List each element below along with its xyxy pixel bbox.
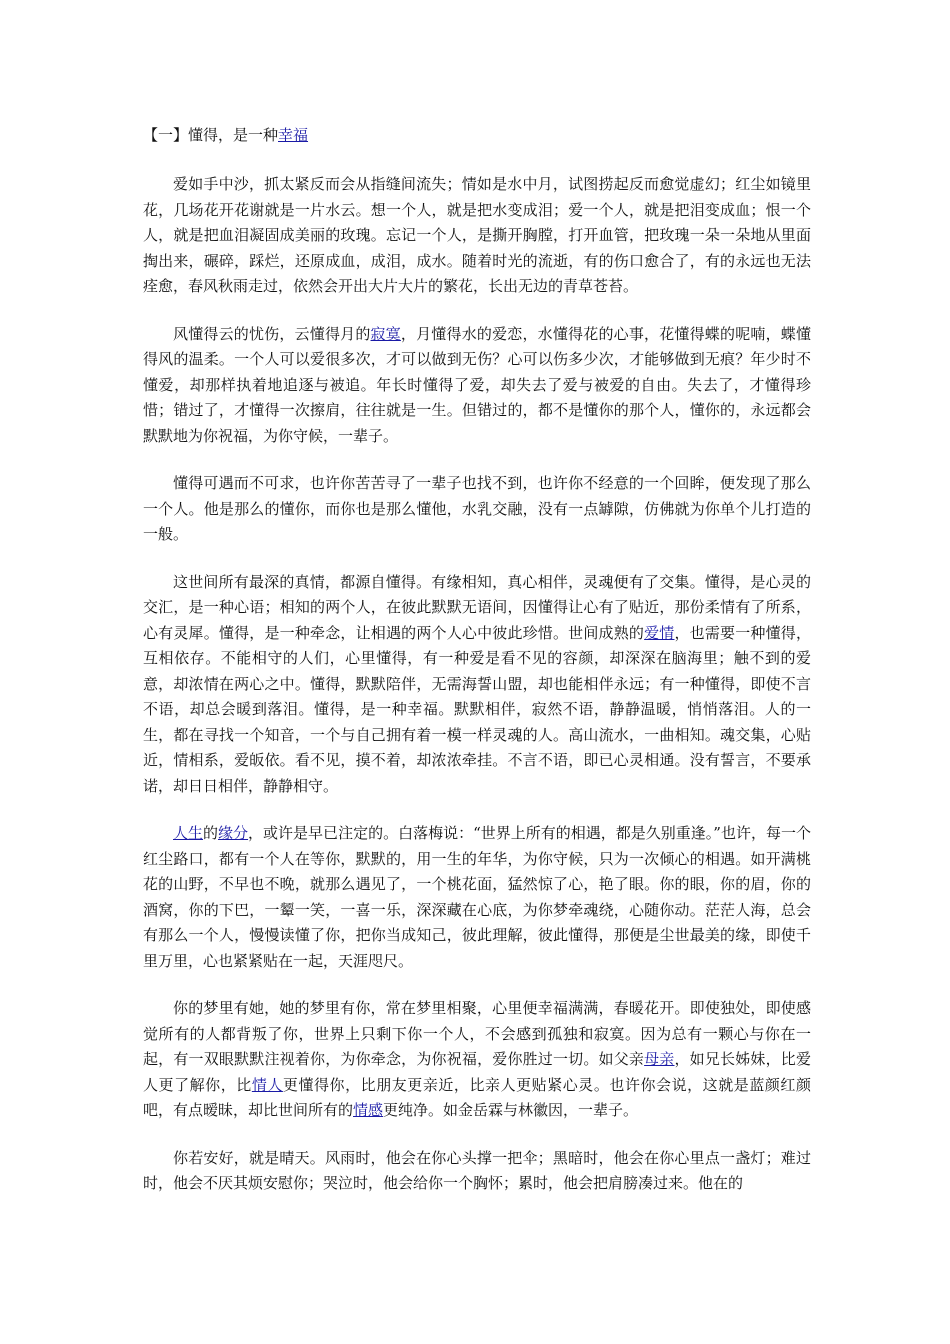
title-link-happiness[interactable]: 幸福 (278, 126, 309, 144)
article-body (143, 172, 811, 1219)
paragraph (143, 322, 811, 450)
paragraph (143, 821, 811, 974)
paragraph-text: 懂得可遇而不可求，也许你苦苦寻了一辈子也找不到，也许你不经意的一个回眸，便发现了那么一个人。他是那么的懂你，而你也是那么懂他，水乳交融，没有一点罅隙，仿佛就为你单个儿打造的一般。 (143, 474, 811, 543)
paragraph (143, 570, 811, 800)
inline-link[interactable]: 人生 (173, 824, 204, 842)
paragraph-text: ，或许是早已注定的。白落梅说：“世界上所有的相遇，都是久别重逢。”也许，每一个红尘路口，都有一个人在等你，默默的，用一生的年华，为你守候，只为一次倾心的相遇。如开满桃花的山野，不早也不晚，就那么遇见了，一个桃花面，猛然惊了心，艳了眼。你的眼，你的眉，你的酒窝，你的下巴，一颦一笑，一喜一乐，深深藏在心底，为你梦牵魂绕，心随你动。茫茫人海，总会有那么一个人，慢慢读懂了你，把你当成知己，彼此理解，彼此懂得，那便是尘世最美的缘，即使千里万里，心也紧紧贴在一起，天涯咫尺。 (143, 824, 811, 970)
paragraph (143, 471, 811, 548)
paragraph-text: ，也需要一种懂得，互相依存。不能相守的人们，心里懂得，有一种爱是看不见的容颜，却深深在脑海里；触不到的爱意，却浓情在两心之中。懂得，默默陪伴，无需海誓山盟，却也能相伴永远；有一种懂得，即使不言不语，却总会暖到落泪。懂得，是一种幸福。默默相伴，寂然不语，静静温暖，悄悄落泪。人的一生，都在寻找一个知音，一个与自己拥有着一模一样灵魂的人。高山流水，一曲相知。魂交集，心贴近，情相系，爱皈依。看不见，摸不着，却浓浓牵挂。不言不语，即已心灵相通。没有誓言，不要承诺，却日日相伴，静静相守。 (143, 623, 811, 795)
paragraph-text: 这世间所有最深的真情，都源自懂得。有缘相知，真心相伴，灵魂便有了交集。懂得，是心灵的交汇，是一种心语；相知的两个人，在彼此默默无语间，因懂得让心有了贴近，那份柔情有了所系，心有灵犀。懂得，是一种牵念，让相遇的两个人心中彼此珍惜。世间成熟的 (143, 572, 811, 642)
inline-link[interactable]: 情人 (251, 1075, 283, 1094)
inline-link[interactable]: 寂寞 (370, 324, 401, 343)
paragraph-text: ，如兄长姊妹，比爱人更了解你，比 (143, 1050, 811, 1094)
inline-link[interactable]: 缘分 (218, 824, 249, 842)
inline-link[interactable]: 母亲 (644, 1050, 675, 1068)
paragraph-text: 你若安好，就是晴天。风雨时，他会在你心头撑一把伞；黑暗时，他会在你心里点一盏灯；难过时，他会不厌其烦安慰你；哭泣时，他会给你一个胸怀；累时，他会把肩膀凑过来。他在的 (143, 1148, 811, 1192)
paragraph-text: ，月懂得水的爱恋，水懂得花的心事，花懂得蝶的呢喃，蝶懂得风的温柔。一个人可以爱很多次，才可以做到无伤？心可以伤多少次，才能够做到无痕？年少时不懂爱，却那样执着地追逐与被追。年长时懂得了爱，却失去了爱与被爱的自由。失去了，才懂得珍惜；错过了，才懂得一次擦肩，往往就是一生。但错过的，都不是懂你的那个人，懂你的，永远都会默默地为你祝福，为你守候，一辈子。 (143, 324, 811, 445)
inline-link[interactable]: 情感 (353, 1101, 384, 1119)
paragraph-text: 风懂得云的忧伤，云懂得月的 (173, 324, 371, 343)
paragraph-text: 的 (203, 824, 219, 842)
title-prefix: 【一】懂得，是一种 (143, 126, 279, 144)
paragraph-text: 你的梦里有她，她的梦里有你，常在梦里相聚，心里便幸福满满，春暖花开。即使独处，即使感觉所有的人都背叛了你，世界上只剩下你一个人，不会感到孤独和寂寞。因为总有一颗心与你在一起，有一双眼默默注视着你，为你牵念，为你祝福，爱你胜过一切。如父亲 (143, 999, 811, 1068)
inline-link[interactable]: 爱情 (644, 623, 675, 642)
article-title (143, 124, 308, 146)
paragraph-text: 更纯净。如金岳霖与林徽因，一辈子。 (383, 1101, 639, 1119)
paragraph-text: 爱如手中沙，抓太紧反而会从指缝间流失；情如是水中月，试图捞起反而愈觉虚幻；红尘如镜里花，几场花开花谢就是一片水云。想一个人，就是把水变成泪；爱一个人，就是把泪变成血；恨一个人，就是把血泪凝固成美丽的玫瑰。忘记一个人，是撕开胸膛，打开血管，把玫瑰一朵一朵地从里面掏出来，碾碎，踩烂，还原成血，成泪，成水。随着时光的流逝，有的伤口愈合了，有的永远也无法痊愈，春风秋雨走过，依然会开出大片大片的繁花，长出无边的青草苍苔。 (143, 175, 811, 295)
paragraph (143, 996, 811, 1124)
paragraph-text: 更懂得你，比朋友更亲近，比亲人更贴紧心灵。也许你会说，这就是蓝颜红颜吧，有点暧昧，却比世间所有的 (143, 1075, 811, 1119)
paragraph (143, 172, 811, 300)
paragraph (143, 1146, 811, 1197)
